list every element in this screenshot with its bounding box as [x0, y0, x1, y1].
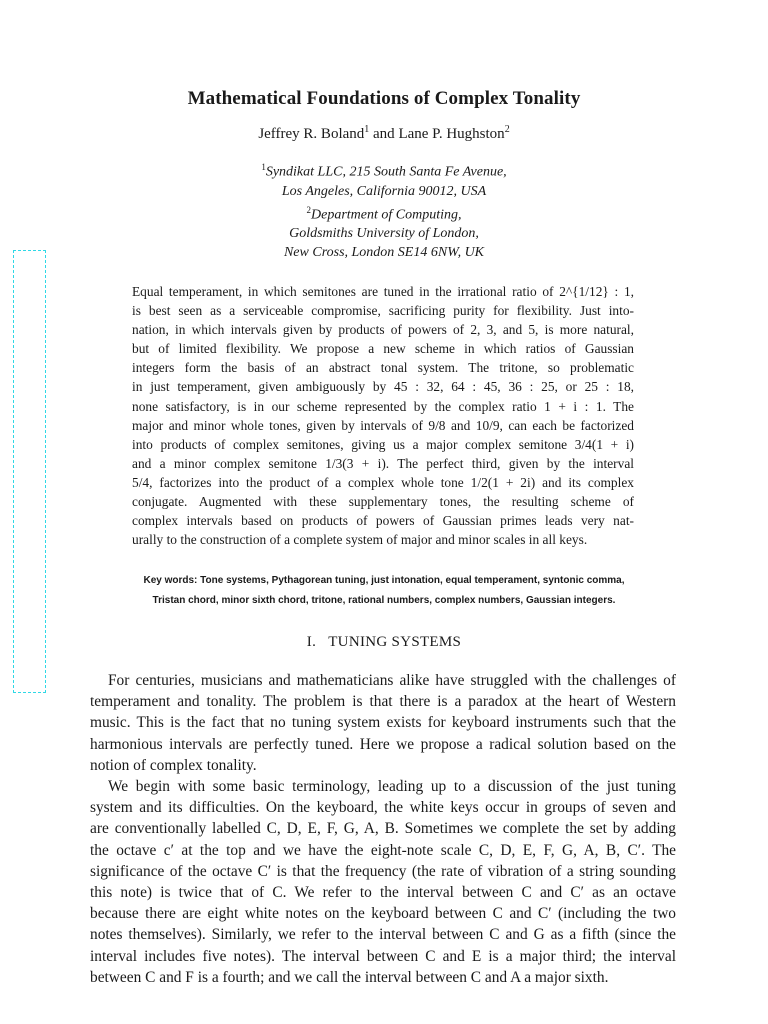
affiliation-line: Los Angeles, California 90012, USA: [281, 183, 487, 199]
author-conjunction: and: [373, 126, 395, 142]
affiliation-text: Syndikat LLC, 215 South Santa Fe Avenue,: [265, 164, 507, 180]
abstract-line: none satisfactory, is in our scheme represented by the complex ratio 1 + i : 1. The: [132, 398, 634, 414]
body-line: are conventionally labelled C, D, E, F, G, A, B. Sometimes we complete the set by adding: [90, 820, 676, 838]
affiliation-line: [0, 201, 768, 225]
abstract-line: nation, in which intervals given by products of powers of 2, 3, and 5, is more natural,: [132, 322, 634, 338]
abstract-line: conjugate. Augmented with these supplementary tones, the resulting scheme of: [132, 494, 634, 510]
paper-title: Mathematical Foundations of Complex Tonality: [187, 88, 581, 109]
abstract-line: is best seen as a serviceable compromise, sacrificing purity for flexibility. Just into-: [132, 303, 634, 319]
abstract-line: into products of complex semitones, giving us a major complex semitone 3/4(1 + i): [132, 436, 634, 452]
body-line: because there are eight white notes on the keyboard between C and C′ (including the two: [90, 905, 676, 923]
section-number: I.: [306, 634, 317, 650]
affiliation-mark: 1: [364, 124, 370, 135]
keywords: [0, 571, 768, 611]
section-title: TUNING SYSTEMS: [328, 634, 462, 650]
affiliation-line: Goldsmiths University of London,: [289, 226, 479, 242]
abstract-line: in just temperament, given ambiguously by 45 : 32, 64 : 45, 36 : 25, or 25 : 18,: [132, 379, 634, 395]
arxiv-stamp-frame: [13, 250, 46, 693]
abstract-line: and a minor complex semitone 1/3(3 + i). The perfect third, given by the interval: [132, 455, 634, 471]
affiliation-line: [0, 158, 768, 182]
body-line: For centuries, musicians and mathematicians alike have struggled with the challenges of: [108, 672, 676, 689]
affiliation-text: Department of Computing,: [311, 207, 462, 223]
affiliation-line: New Cross, London SE14 6NW, UK: [283, 245, 485, 261]
body-line: the octave c′ at the top and we have the eight-note scale C, D, E, F, G, A, B, C′. The: [90, 841, 676, 859]
abstract-line: Equal temperament, in which semitones are tuned in the irrational ratio of 2^{1/12} : 1,: [132, 284, 634, 299]
affiliation-mark: 2: [504, 124, 510, 135]
abstract-line: complex intervals based on products of powers of Gaussian primes leads very nat-: [132, 513, 634, 529]
body-line: interval includes five notes). The interval between C and E is a major third; the interval: [90, 947, 676, 965]
body-line: We begin with some basic terminology, leading up to a discussion of the just tuning: [108, 778, 676, 796]
body-line: notes themselves). Similarly, we refer to the interval between C and G as a fifth (since the: [90, 926, 676, 944]
author-name: Jeffrey R. Boland: [258, 126, 365, 142]
abstract-line: but of limited flexibility. We propose a new scheme in which ratios of Gaussian: [132, 341, 634, 357]
keywords-line: Key words: Tone systems, Pythagorean tuning, just intonation, equal temperament, syntonic comma,: [143, 575, 625, 586]
affiliation-mark: 1: [261, 162, 266, 172]
abstract-line: urally to the construction of a complete system of major and minor scales in all keys.: [132, 532, 588, 548]
abstract-line: integers form the basis of an abstract tonal system. The tritone, so problematic: [132, 360, 634, 376]
body-text: [90, 670, 676, 988]
body-line: notion of complex tonality.: [90, 756, 257, 774]
affiliations: [0, 158, 768, 262]
author-name: Lane P. Hughston: [398, 126, 505, 142]
body-line: system and its difficulties. On the keyboard, the white keys occur in groups of seven and: [90, 799, 676, 817]
body-line: between C and F is a fourth; and we call the interval between C and A a major sixth.: [90, 968, 609, 986]
body-line: this note) is twice that of C. We refer to the interval between C and C′ as an octave: [90, 884, 676, 902]
affiliation-mark: 2: [306, 204, 311, 215]
body-line: harmonious intervals are perfectly tuned. Here we propose a radical solution based on the: [90, 735, 676, 753]
body-line: music. This is the fact that no tuning system exists for keyboard instruments such that the: [90, 714, 676, 732]
body-line: temperament and tonality. The problem is that there is a paradox at the heart of Western: [90, 693, 676, 711]
body-line: significance of the octave C′ is that the frequency (the rate of vibration of a string sounding: [90, 862, 676, 880]
section-heading: [0, 634, 768, 651]
author-line: [0, 124, 768, 143]
abstract-line: major and minor whole tones, given by intervals of 9/8 and 10/9, can each be factorized: [132, 417, 634, 433]
abstract: [132, 282, 634, 549]
abstract-line: 5/4, factorizes into the product of a complex whole tone 1/2(1 + 2i) and its complex: [132, 474, 634, 490]
keywords-line: Tristan chord, minor sixth chord, tritone, rational numbers, complex numbers, Gaussian integers.: [152, 595, 616, 606]
